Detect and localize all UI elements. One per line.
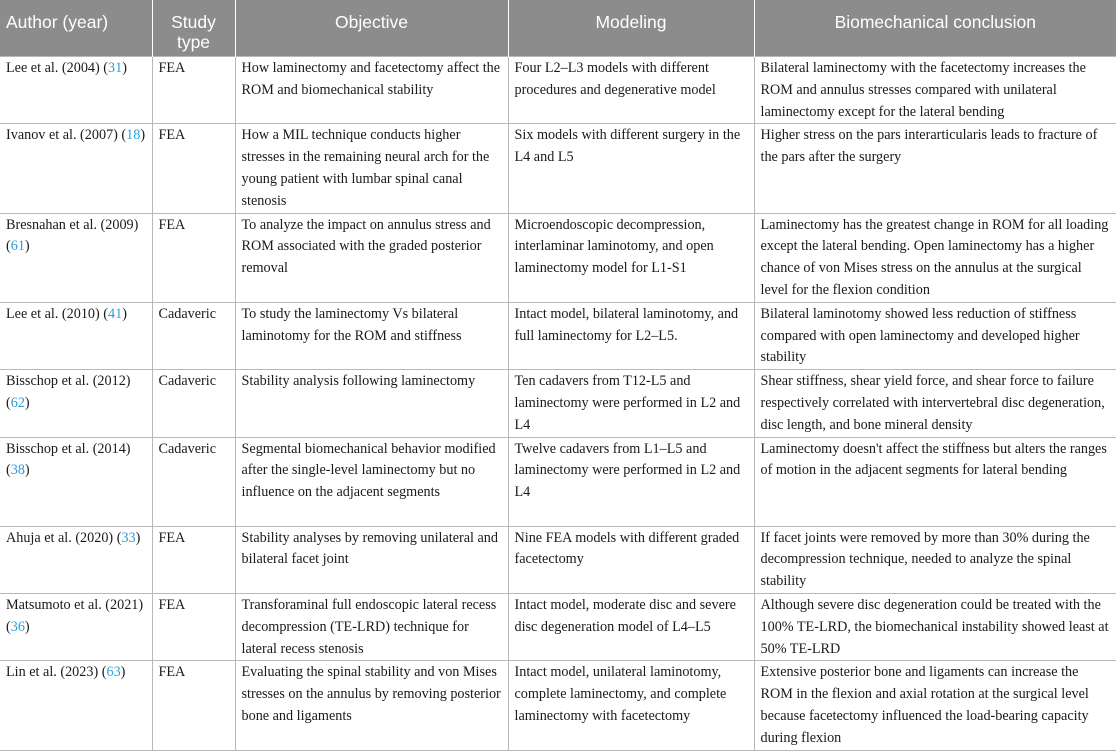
conclusion-cell: Although severe disc degeneration could be treated with the 100% TE-LRD, the biomechanical instability showed least at 50% TE-LRD [754,593,1116,660]
conclusion-cell: Higher stress on the pars interarticularis leads to fracture of the pars after the surgery [754,124,1116,213]
study-type-cell: FEA [152,124,235,213]
author-cell: Ivanov et al. (2007) (18) [0,124,152,213]
objective-cell: To analyze the impact on annulus stress and ROM associated with the graded posterior removal [235,213,508,302]
reference-link[interactable]: 61 [10,238,25,255]
study-type-cell: Cadaveric [152,437,235,526]
conclusion-cell: Laminectomy doesn't affect the stiffness but alters the ranges of motion in the adjacent segments for lateral bending [754,437,1116,526]
objective-cell: Segmental biomechanical behavior modified after the single-level laminectomy but no influence on the adjacent segments [235,437,508,526]
conclusion-cell: If facet joints were removed by more than 30% during the decompression technique, needed to analyze the spinal stability [754,526,1116,593]
objective-cell: How laminectomy and facetectomy affect the ROM and biomechanical stability [235,57,508,124]
study-type-cell: FEA [152,526,235,593]
author-cell: Lee et al. (2004) (31) [0,57,152,124]
reference-link[interactable]: 36 [10,618,25,635]
reference-link[interactable]: 31 [108,60,123,76]
table-row [0,124,1116,213]
table-row [0,437,1116,526]
conclusion-cell: Laminectomy has the greatest change in ROM for all loading except the lateral bending. Open laminectomy has a higher chance of von Mises stress on the annulus at the surgical level for the flexion condition [754,213,1116,302]
header-author: Author (year) [0,0,152,57]
modeling-cell: Four L2–L3 models with different procedures and degenerative model [508,57,754,124]
author-cell: Bisschop et al. (2012) (62) [0,370,152,437]
conclusion-cell: Shear stiffness, shear yield force, and shear force to failure respectively correlated with intervertebral disc degeneration, disc length, and bone mineral density [754,370,1116,437]
modeling-cell: Twelve cadavers from L1–L5 and laminectomy were performed in L2 and L4 [508,437,754,526]
modeling-cell: Intact model, moderate disc and severe disc degeneration model of L4–L5 [508,593,754,660]
author-cell: Lee et al. (2010) (41) [0,302,152,369]
table-row [0,213,1116,302]
objective-cell: How a MIL technique conducts higher stresses in the remaining neural arch for the young patient with lumbar spinal canal stenosis [235,124,508,213]
table-row [0,57,1116,124]
study-type-cell: FEA [152,57,235,124]
conclusion-cell: Bilateral laminectomy with the facetectomy increases the ROM and annulus stresses compared with unilateral laminectomy except for the lateral bending [754,57,1116,124]
study-type-cell: FEA [152,661,235,750]
modeling-cell: Intact model, bilateral laminotomy, and full laminectomy for L2–L5. [508,302,754,369]
reference-link[interactable]: 41 [108,305,123,322]
study-type-cell: FEA [152,593,235,660]
table-row [0,593,1116,660]
modeling-cell: Intact model, unilateral laminotomy, complete laminectomy, and complete laminectomy with facetectomy [508,661,754,750]
header-objective: Objective [235,0,508,57]
header-study-type: Study type [152,0,235,57]
modeling-cell: Ten cadavers from T12-L5 and laminectomy were performed in L2 and L4 [508,370,754,437]
table-row [0,526,1116,593]
header-modeling: Modeling [508,0,754,57]
modeling-cell: Microendoscopic decompression, interlaminar laminotomy, and open laminectomy model for L1-S1 [508,213,754,302]
author-cell: Matsumoto et al. (2021) (36) [0,593,152,660]
header-row [0,0,1116,57]
author-cell: Bisschop et al. (2014) (38) [0,437,152,526]
objective-cell: Stability analysis following laminectomy [235,370,508,437]
table-row [0,370,1116,437]
modeling-cell: Nine FEA models with different graded facetectomy [508,526,754,593]
author-cell: Lin et al. (2023) (63) [0,661,152,750]
modeling-cell: Six models with different surgery in the L4 and L5 [508,124,754,213]
reference-link[interactable]: 62 [10,394,25,411]
author-cell: Ahuja et al. (2020) (33) [0,526,152,593]
objective-cell: Transforaminal full endoscopic lateral recess decompression (TE-LRD) technique for lateral recess stenosis [235,593,508,660]
header-conclusion: Biomechanical conclusion [754,0,1116,57]
reference-link[interactable]: 38 [10,462,25,479]
objective-cell: To study the laminectomy Vs bilateral laminotomy for the ROM and stiffness [235,302,508,369]
conclusion-cell: Bilateral laminotomy showed less reduction of stiffness compared with open laminectomy and developed higher stability [754,302,1116,369]
conclusion-cell: Extensive posterior bone and ligaments can increase the ROM in the flexion and axial rotation at the surgical level because facetectomy influenced the load-bearing capacity during flexion [754,661,1116,750]
study-type-cell: FEA [152,213,235,302]
objective-cell: Stability analyses by removing unilateral and bilateral facet joint [235,526,508,593]
objective-cell: Evaluating the spinal stability and von Mises stresses on the annulus by removing posterior bone and ligaments [235,661,508,750]
reference-link[interactable]: 63 [106,664,121,681]
table-row [0,661,1116,750]
reference-link[interactable]: 18 [126,127,141,144]
author-cell: Bresnahan et al. (2009) (61) [0,213,152,302]
reference-link[interactable]: 33 [121,529,136,546]
study-type-cell: Cadaveric [152,370,235,437]
table-row [0,302,1116,369]
study-type-cell: Cadaveric [152,302,235,369]
